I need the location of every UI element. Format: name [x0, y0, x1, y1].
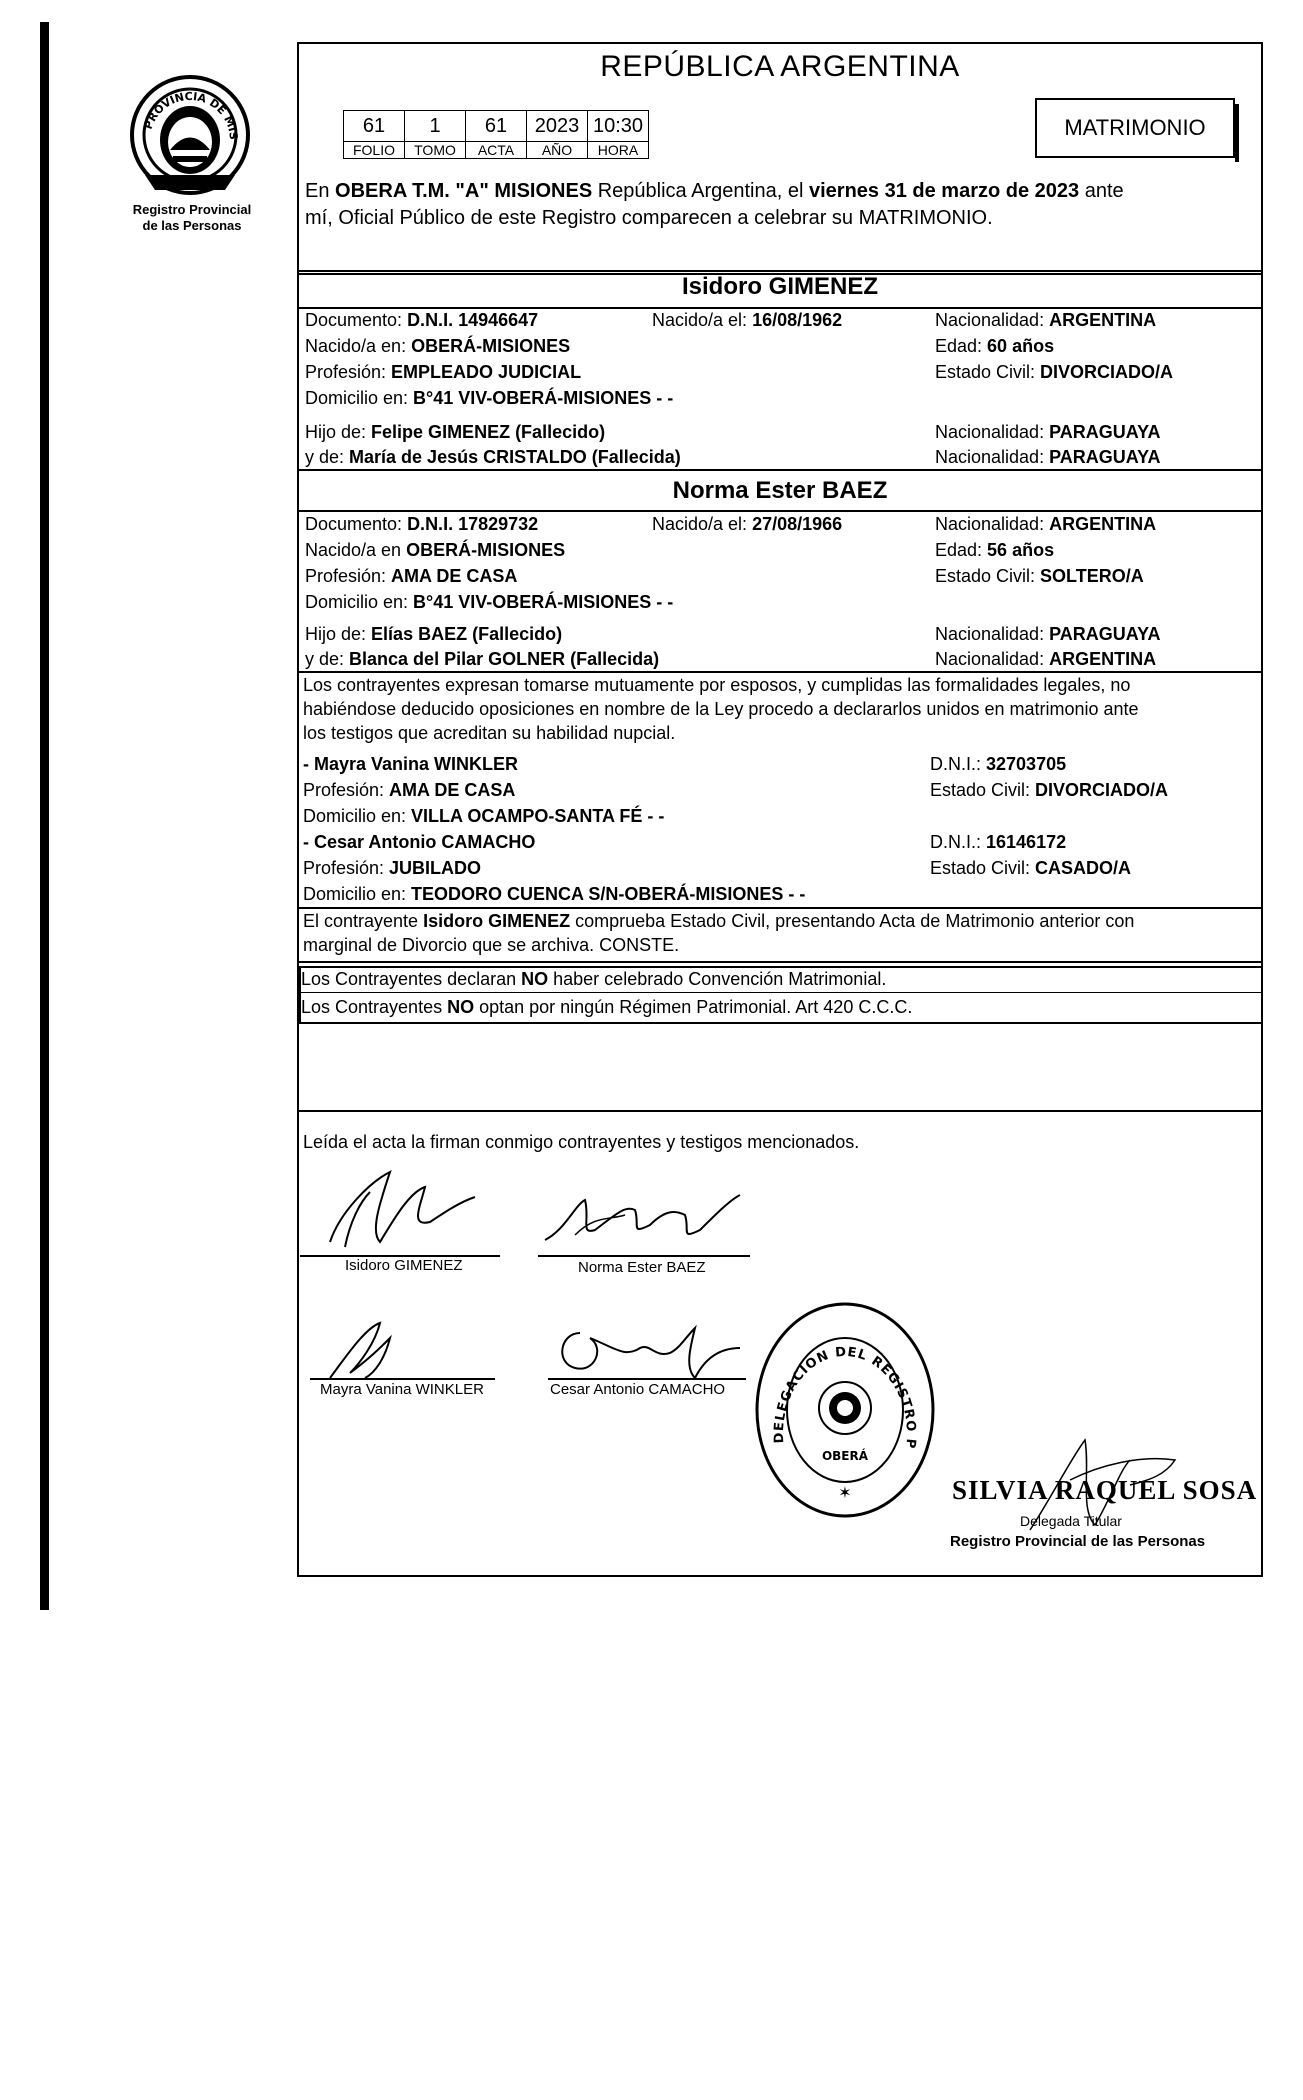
spouse2-mother-nationality: Nacionalidad: ARGENTINA [935, 649, 1157, 669]
signature-label-1: Isidoro GIMENEZ [345, 1257, 463, 1274]
witness1-name: - Mayra Vanina WINKLER [303, 754, 519, 774]
divider [299, 966, 301, 1022]
spouse1-age: Edad: 60 años [935, 336, 1055, 356]
folio-value: 61 [344, 111, 405, 142]
intro-line-2: mí, Oficial Público de este Registro comparecen a celebrar su MATRIMONIO. [305, 207, 993, 229]
stamp-city: OBERÁ [821, 1449, 869, 1463]
spouse2-father: Hijo de: Elías BAEZ (Fallecido) [305, 624, 563, 644]
spouse1-nationality: Nacionalidad: ARGENTINA [935, 310, 1157, 330]
logo-caption-line-1: Registro Provincial [132, 202, 252, 217]
hour-value: 10:30 [588, 111, 649, 142]
intro-place: OBERA T.M. "A" MISIONES [335, 180, 593, 202]
spouse1-mother: y de: María de Jesús CRISTALDO (Fallecida) [305, 447, 681, 467]
witness1-address: Domicilio en: VILLA OCAMPO-SANTA FÉ - - [303, 806, 665, 826]
spouse2-document: Documento: D.N.I. 17829732 [305, 514, 539, 534]
spouse2-name: Norma Ester BAEZ [672, 477, 888, 504]
note-line-2: marginal de Divorcio que se archiva. CONSTE. [303, 935, 680, 955]
spouse1-birth-place: Nacido/a en: OBERÁ-MISIONES [305, 336, 571, 356]
tomo-label: TOMO [405, 142, 466, 159]
act-type-label: MATRIMONIO [1064, 115, 1206, 140]
declaration-line-1: Los contrayentes expresan tomarse mutuamente por esposos, y cumplidas las formalidades legales, no [303, 675, 1131, 695]
intro-text-2: República Argentina, el [592, 180, 809, 202]
witness1-dni: D.N.I.: 32703705 [930, 754, 1067, 774]
spouse2-father-nationality: Nacionalidad: PARAGUAYA [935, 624, 1161, 644]
tomo-value: 1 [405, 111, 466, 142]
spouse2-nationality: Nacionalidad: ARGENTINA [935, 514, 1157, 534]
official-title: Delegada Titular [1020, 1513, 1122, 1529]
intro-text-3: ante [1079, 180, 1124, 202]
witness2-dni: D.N.I.: 16146172 [930, 832, 1067, 852]
spouse2-mother: y de: Blanca del Pilar GOLNER (Fallecida) [305, 649, 660, 669]
signature-line [310, 1378, 495, 1380]
svg-text:✶: ✶ [838, 1483, 852, 1502]
logo-caption-line-2: de las Personas [142, 218, 242, 233]
spouse1-profession: Profesión: EMPLEADO JUDICIAL [305, 362, 582, 382]
signature-isidoro-gimenez [310, 1162, 480, 1257]
spouse1-birth-date: Nacido/a el: 16/08/1962 [652, 310, 843, 330]
witness2-address: Domicilio en: TEODORO CUENCA S/N-OBERÁ-MISIONES - - [303, 884, 806, 904]
spouse1-mother-nationality: Nacionalidad: PARAGUAYA [935, 447, 1161, 467]
civil-status-note [303, 909, 1258, 957]
intro-paragraph [305, 178, 1263, 232]
official-registry: Registro Provincial de las Personas [950, 1533, 1206, 1550]
convention-line-2: Los Contrayentes NO optan por ningún Régimen Patrimonial. Art 420 C.C.C. [301, 997, 913, 1017]
act-type-box [1035, 98, 1235, 158]
declaration-line-2: habiéndose deducido oposiciones en nombre de la Ley procedo a declararlos unidos en matrimonio ante [303, 699, 1139, 719]
signature-line [548, 1378, 746, 1380]
spouse2-age: Edad: 56 años [935, 540, 1055, 560]
declaration-paragraph [303, 673, 1258, 745]
spouse1-document: Documento: D.N.I. 14946647 [305, 310, 539, 330]
acta-label: ACTA [466, 142, 527, 159]
year-label: AÑO [527, 142, 588, 159]
note-line-1: El contrayente Isidoro GIMENEZ comprueba Estado Civil, presentando Acta de Matrimonio anterior con [303, 911, 1135, 931]
convention-line-1: Los Contrayentes declaran NO haber celebrado Convención Matrimonial. [301, 969, 887, 989]
witness2-name: - Cesar Antonio CAMACHO [303, 832, 536, 852]
spouse1-address: Domicilio en: B°41 VIV-OBERÁ-MISIONES - - [305, 388, 674, 408]
signatures-intro: Leída el acta la firman conmigo contrayentes y testigos mencionados. [303, 1132, 860, 1152]
divider [297, 469, 1263, 471]
signature-norma-baez [535, 1185, 755, 1255]
signature-label-3: Mayra Vanina WINKLER [320, 1381, 484, 1398]
signature-line [538, 1255, 750, 1257]
divider [297, 1110, 1263, 1112]
intro-date: viernes 31 de marzo de 2023 [808, 180, 1080, 202]
divider [297, 961, 1263, 963]
intro-text-1: En [305, 180, 336, 202]
spouse2-birth-date: Nacido/a el: 27/08/1966 [652, 514, 843, 534]
logo-ring-text: PROVINCIA DE MIS [141, 89, 241, 141]
declaration-line-3: los testigos que acreditan su habilidad nupcial. [303, 723, 676, 743]
stamp-ring-text: DELEGACION DEL REGISTRO P [771, 1344, 919, 1450]
registry-codes-table [343, 110, 649, 159]
spouse2-birth-place: Nacido/a en OBERÁ-MISIONES [305, 540, 566, 560]
spouse2-civil-status: Estado Civil: SOLTERO/A [935, 566, 1144, 586]
signature-label-2: Norma Ester BAEZ [578, 1259, 706, 1276]
spouse1-name: Isidoro GIMENEZ [681, 273, 878, 300]
signature-mayra-winkler [320, 1318, 410, 1383]
spouse1-father: Hijo de: Felipe GIMENEZ (Fallecido) [305, 422, 606, 442]
spouse2-address: Domicilio en: B°41 VIV-OBERÁ-MISIONES - - [305, 592, 674, 612]
country-title: REPÚBLICA ARGENTINA [600, 50, 960, 83]
spouse1-civil-status: Estado Civil: DIVORCIADO/A [935, 362, 1174, 382]
spouse2-profession: Profesión: AMA DE CASA [305, 566, 518, 586]
province-coat-of-arms-logo [125, 70, 255, 200]
hour-label: HORA [588, 142, 649, 159]
folio-label: FOLIO [344, 142, 405, 159]
witness2-profession: Profesión: JUBILADO [303, 858, 482, 878]
witness2-civil-status: Estado Civil: CASADO/A [930, 858, 1132, 878]
divider [297, 270, 1263, 272]
registry-delegation-stamp [752, 1298, 938, 1522]
spouse1-father-nationality: Nacionalidad: PARAGUAYA [935, 422, 1161, 442]
witness1-profession: Profesión: AMA DE CASA [303, 780, 516, 800]
page-edge-bar [40, 22, 49, 1610]
official-name: SILVIA RAQUEL SOSA [952, 1475, 1258, 1505]
year-value: 2023 [527, 111, 588, 142]
divider [297, 1022, 1263, 1024]
signature-cesar-camacho [545, 1318, 745, 1383]
divider [299, 992, 1263, 993]
logo-caption [112, 202, 272, 234]
signature-label-4: Cesar Antonio CAMACHO [550, 1381, 726, 1398]
witness1-civil-status: Estado Civil: DIVORCIADO/A [930, 780, 1169, 800]
acta-value: 61 [466, 111, 527, 142]
